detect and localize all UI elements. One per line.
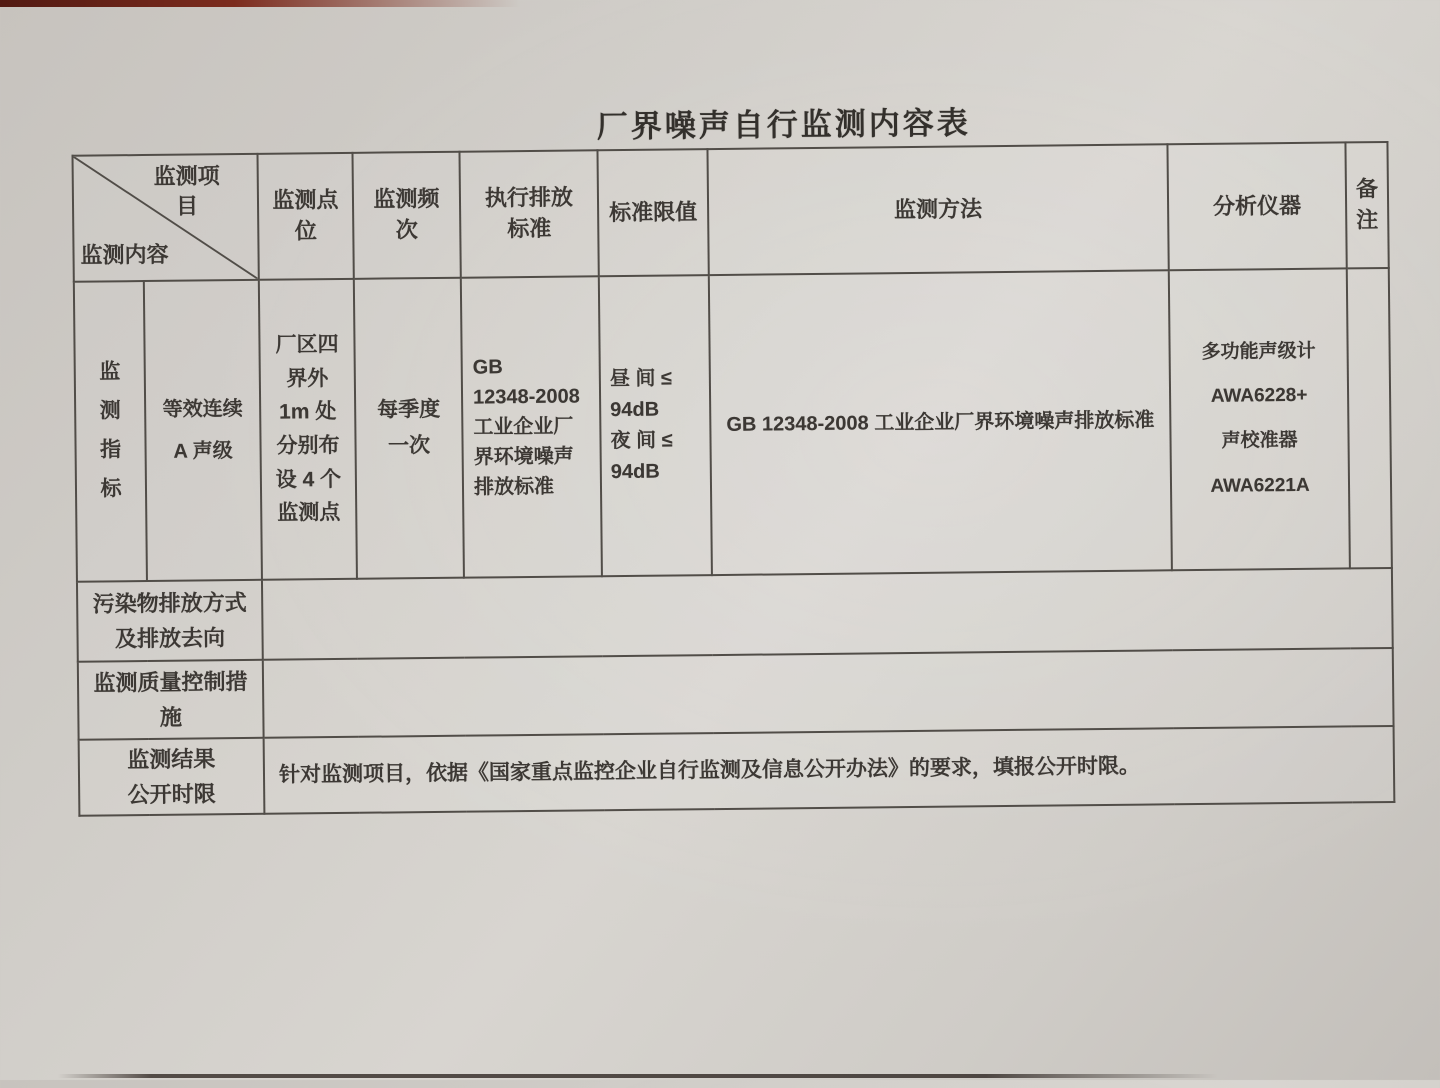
- corner-cell: [73, 154, 259, 282]
- data-row-noise: [74, 268, 1392, 582]
- cell-monitoring-point: 厂区四 界外 1m 处 分别布 设 4 个 监测点: [259, 279, 357, 580]
- row-discharge-mode: [77, 568, 1393, 662]
- row-result-publication: [79, 726, 1395, 816]
- cell-emission-standard: GB 12348-2008 工业企业厂 界环境噪声 排放标准: [461, 276, 602, 577]
- content-discharge-mode: [262, 568, 1393, 660]
- cell-monitoring-frequency: 每季度 一次: [354, 278, 464, 579]
- header-monitoring-point: 监测点 位: [257, 153, 353, 280]
- corner-label-monitoring-content: 监测内容: [80, 241, 169, 268]
- cell-analysis-instrument: 多功能声级计 AWA6228+ 声校准器 AWA6221A: [1169, 268, 1350, 570]
- label-discharge-mode: 污染物排放方式 及排放去向: [77, 580, 263, 662]
- cell-standard-limit: 昼 间 ≤ 94dB 夜 间 ≤ 94dB: [599, 275, 712, 576]
- header-emission-standard: 执行排放 标准: [459, 150, 598, 277]
- row-quality-control: [78, 648, 1394, 740]
- noise-monitoring-table: [71, 141, 1395, 817]
- desk-edge-top: [0, 0, 520, 7]
- header-monitoring-frequency: 监测频 次: [352, 152, 460, 279]
- label-result-publication: 监测结果 公开时限: [79, 738, 265, 816]
- cell-monitoring-item: 等效连续 A 声级: [144, 280, 262, 581]
- cell-remarks: [1347, 268, 1392, 568]
- header-remarks: 备 注: [1345, 142, 1388, 268]
- desk-edge-bottom: [58, 1074, 1218, 1078]
- header-monitoring-method: 监测方法: [707, 144, 1168, 275]
- content-result-publication: 针对监测项目，依据《国家重点监控企业自行监测及信息公开办法》的要求，填报公开时限。: [264, 726, 1395, 814]
- cell-monitoring-method: GB 12348-2008 工业企业厂界环境噪声排放标准: [709, 270, 1172, 575]
- content-quality-control: [263, 648, 1394, 738]
- cell-monitoring-indicator: 监 测 指 标: [74, 281, 147, 582]
- corner-label-monitoring-item: 监测项 目: [153, 163, 220, 219]
- label-quality-control: 监测质量控制措 施: [78, 660, 264, 740]
- header-analysis-instrument: 分析仪器: [1167, 142, 1346, 270]
- header-standard-limit: 标准限值: [597, 149, 708, 276]
- header-row: [73, 142, 1389, 282]
- page-title: 厂界噪声自行监测内容表: [596, 105, 971, 145]
